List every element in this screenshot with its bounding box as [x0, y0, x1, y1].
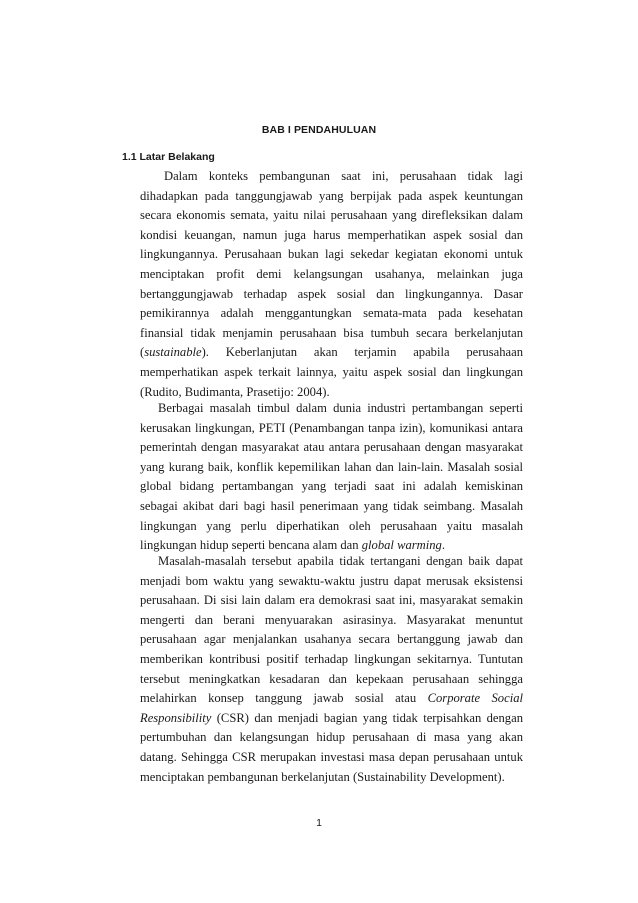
paragraph-1	[140, 167, 523, 402]
paragraph-2-text-a: Berbagai masalah timbul dalam dunia industri pertambangan seperti kerusakan lingkungan, PETI (Penambangan tanpa izin), komunikasi antara pemerintah dengan masyarakat atau antara perusahaan dengan masyarakat yang kurang baik, konflik kepemilikan lahan dan lain-lain. Masalah sosial global bidang pertambangan yang terjadi saat ini adalah kemiskinan sebagai akibat dari bagi hasil penerimaan yang tidak seimbang. Masalah lingkungan yang perlu diperhatikan oleh perusahaan yaitu masalah lingkungan hidup seperti bencana alam dan	[140, 401, 523, 553]
paragraph-3-text-b: (CSR) dan menjadi bagian yang tidak terpisahkan dengan pertumbuhan dan kelangsungan hidup perusahaan di masa yang akan datang. Sehingga CSR merupakan investasi masa depan perusahaan untuk menciptakan pembangunan berkelanjutan (Sustainability Development).	[140, 710, 523, 784]
paragraph-2-text-b: .	[441, 538, 446, 553]
paragraph-1-text-b: ). Keberlanjutan akan terjamin apabila perusahaan memperhatikan aspek terkait lainnya, yaitu aspek sosial dan lingkungan (Rudito, Budimanta, Prasetijo: 2004).	[140, 345, 523, 399]
paragraph-3	[140, 552, 523, 787]
paragraph-3-text-a: Masalah-masalah tersebut apabila tidak tertangani dengan baik dapat menjadi bom waktu yang sewaktu-waktu justru dapat merusak eksistensi perusahaan. Di sisi lain dalam era demokrasi saat ini, masyarakat semakin mengerti dan berani menyuarakan asirasinya. Masyarakat menuntut perusahaan agar menjalankan usahanya secara bertanggung jawab dan memberikan kontribusi positif terhadap lingkungan sekitarnya. Tuntutan tersebut meningkatkan kesadaran dan kepekaan perusahaan sehingga melahirkan konsep tanggung jawab sosial atau	[140, 554, 523, 706]
chapter-title: BAB I PENDAHULUAN	[261, 124, 377, 136]
paragraph-2	[140, 399, 523, 556]
page-number: 1	[316, 817, 322, 829]
paragraph-3-emphasis: Corporate Social Responsibility	[140, 691, 523, 725]
paragraph-2-emphasis: global warming	[361, 538, 442, 553]
section-heading: 1.1 Latar Belakang	[122, 151, 215, 163]
paragraph-1-emphasis: sustainable	[144, 345, 202, 360]
paragraph-1-text-a: Dalam konteks pembangunan saat ini, perusahaan tidak lagi dihadapkan pada tanggungjawab yang berpijak pada aspek keuntungan secara ekonomis semata, yaitu nilai perusahaan yang direfleksikan dalam kondisi keuangan, namun juga harus memperhatikan aspek sosial dan lingkungannya. Perusahaan bukan lagi sekedar kegiatan ekonomi untuk menciptakan profit demi kelangsungan usahanya, melainkan juga bertanggungjawab terhadap aspek sosial dan lingkungannya. Dasar pemikirannya adalah menggantungkan semata-mata pada kesehatan finansial tidak menjamin perusahaan bisa tumbuh secara berkelanjutan (	[140, 169, 523, 360]
